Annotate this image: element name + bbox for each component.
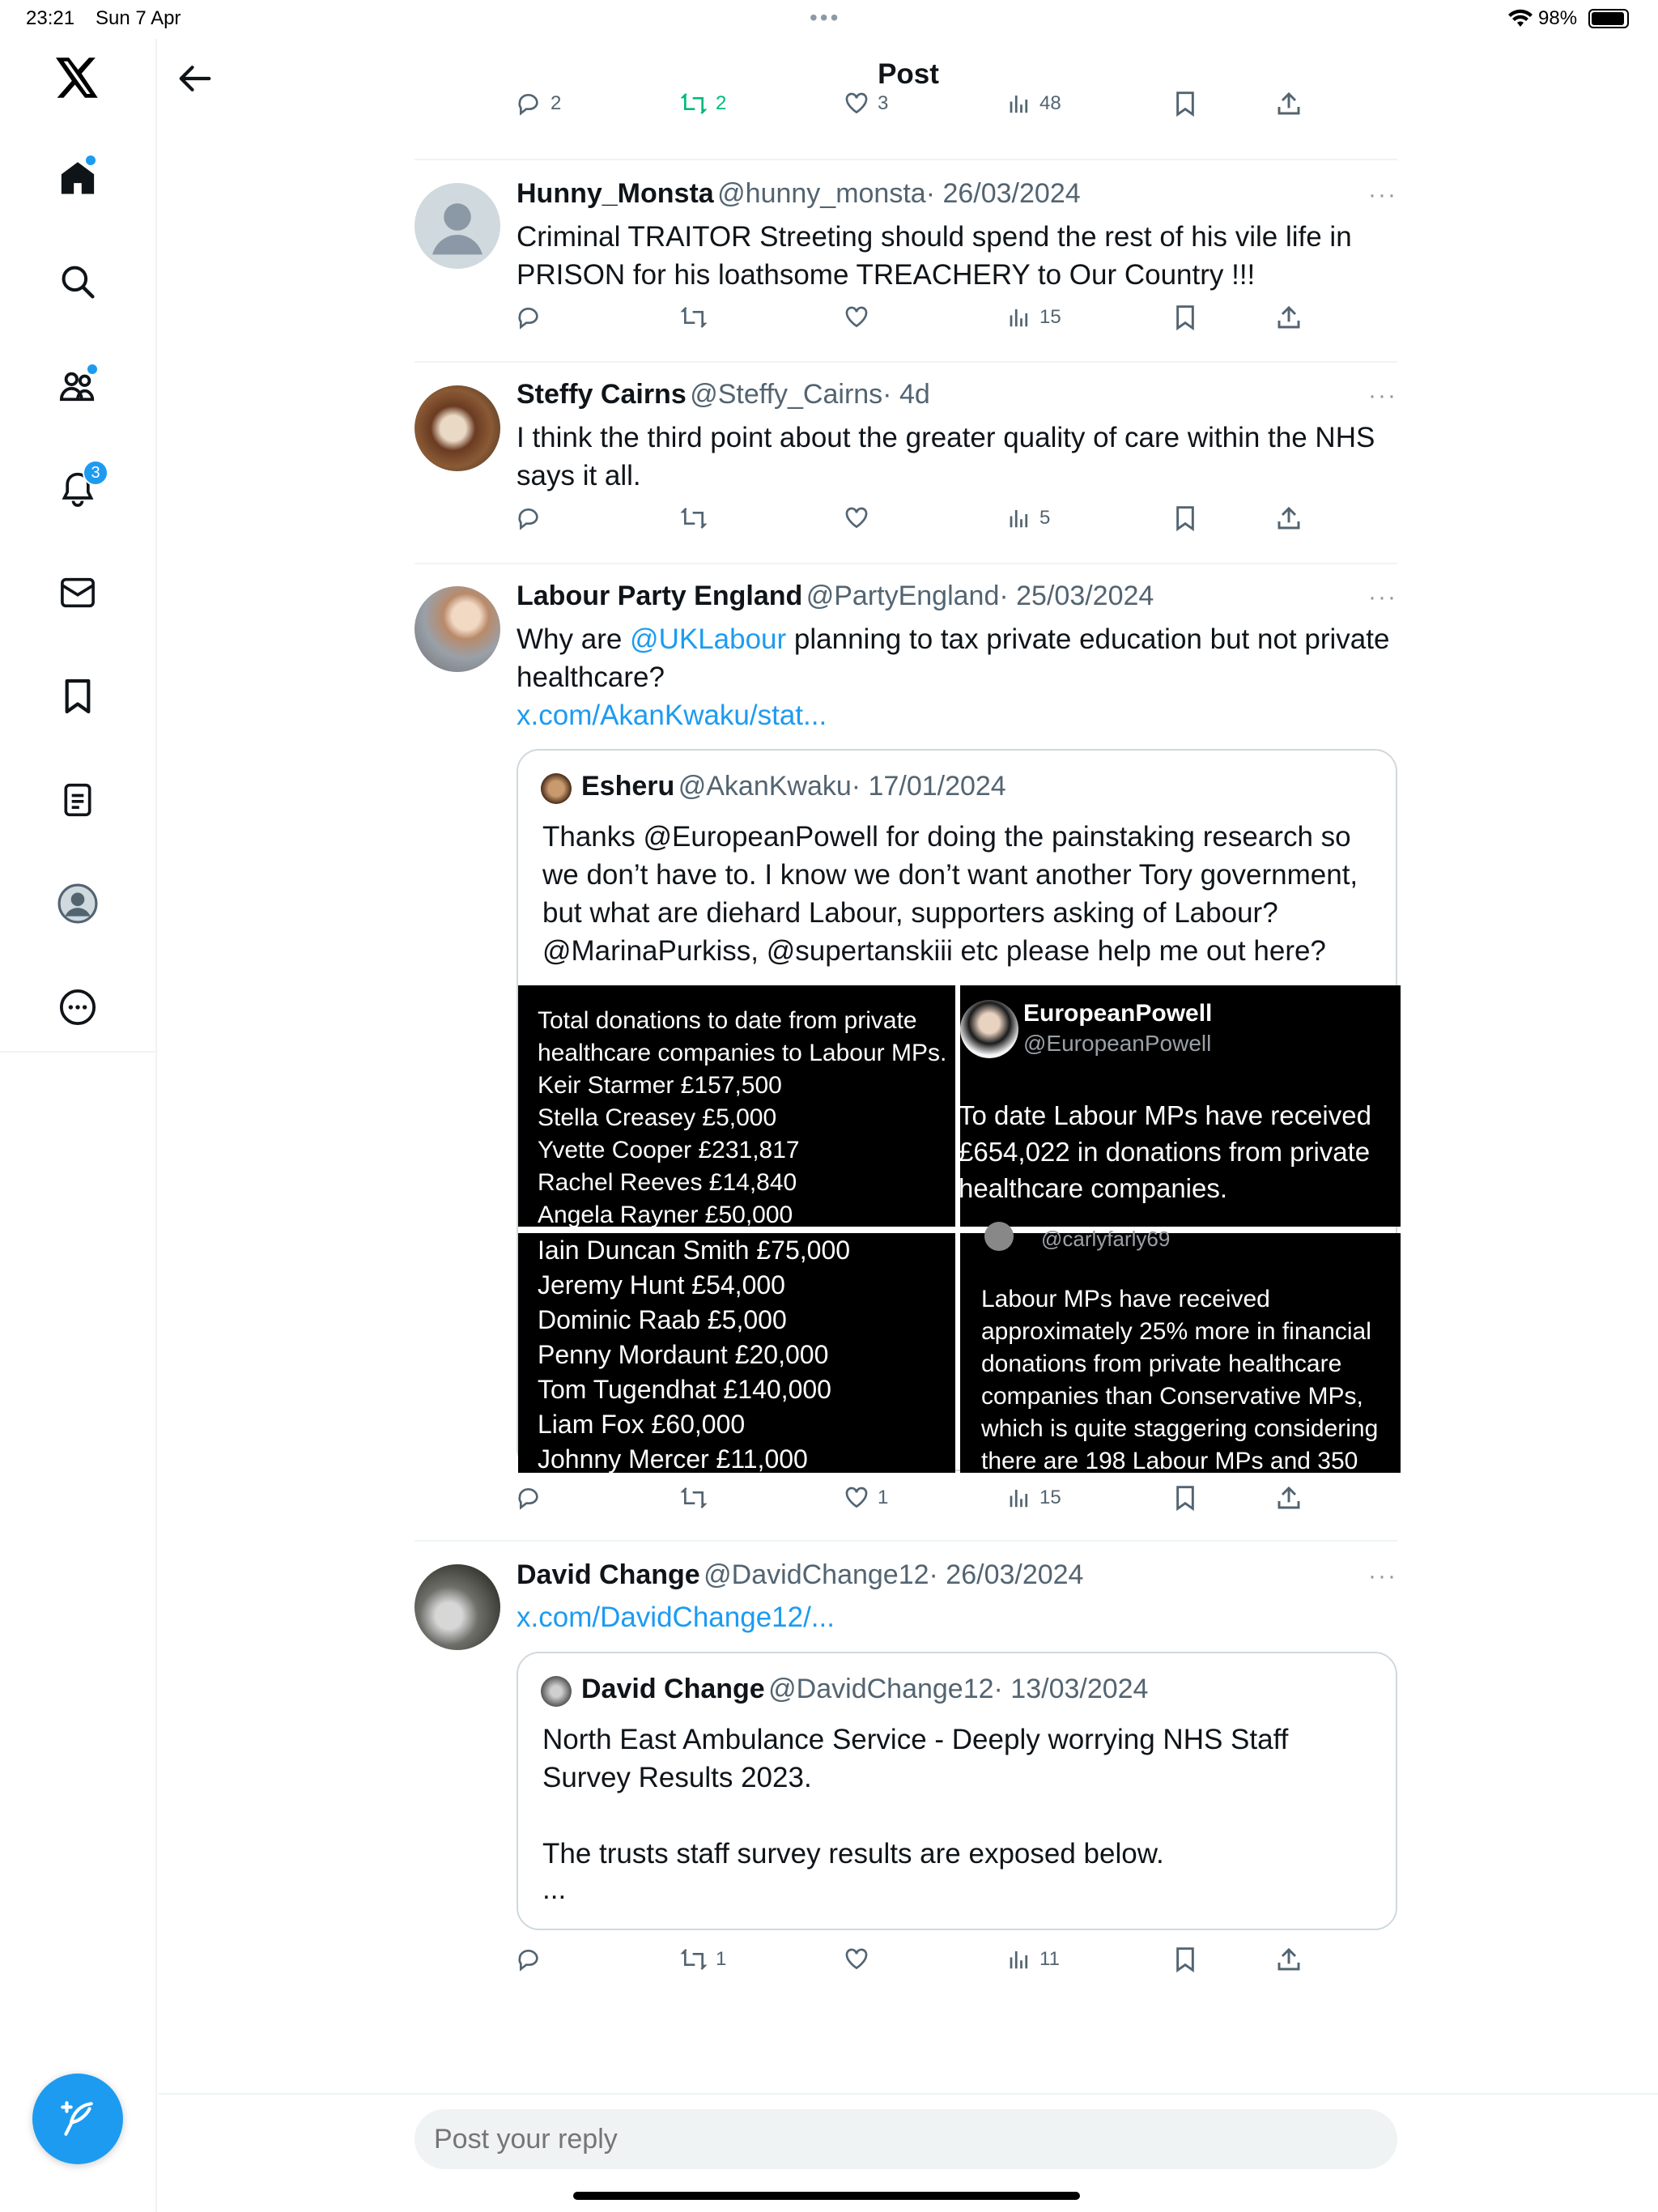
heart-icon[interactable] (844, 91, 869, 117)
x-logo-icon[interactable] (49, 49, 107, 107)
display-name[interactable]: David Change (517, 1559, 700, 1590)
sidebar (0, 39, 157, 2212)
heart-icon[interactable] (844, 505, 869, 531)
media-image[interactable] (518, 1233, 955, 1473)
post-divider (414, 1540, 1397, 1542)
share-icon[interactable] (1276, 1485, 1302, 1511)
media-text-line: £654,022 in donations from private (959, 1137, 1371, 1167)
media-text-line: approximately 25% more in financial (981, 1318, 1371, 1345)
user-handle[interactable]: @PartyEngland (806, 581, 1000, 611)
avatar[interactable] (414, 1564, 500, 1650)
media-text-line: Stella Creasey £5,000 (538, 1104, 777, 1131)
media-text-line: Johnny Mercer £11,000 (538, 1444, 808, 1474)
quote-display-name: David Change (581, 1674, 765, 1704)
post-actions (517, 505, 1326, 541)
views-icon[interactable] (1007, 1946, 1031, 1972)
post-link[interactable]: x.com/DavidChange12/... (517, 1602, 835, 1633)
previous-post-actions (517, 92, 1326, 131)
views-count: 5 (1039, 507, 1051, 529)
mention-link[interactable]: @UKLabour (630, 623, 787, 655)
bookmark-icon[interactable] (1174, 304, 1197, 330)
status-time: 23:21 (26, 7, 75, 29)
media-handle: @carlyfarly69 (1041, 1227, 1171, 1251)
share-icon[interactable] (1276, 91, 1302, 117)
media-text-line: healthcare companies. (959, 1173, 1228, 1203)
sidebar-item-notifications[interactable] (49, 460, 107, 518)
post-text: Criminal TRAITOR Streeting should spend the rest of his vile life in PRISON for his loathsome TREACHERY to Our Country !!! (517, 221, 1352, 291)
post-divider (414, 159, 1397, 160)
repost-icon[interactable] (680, 505, 708, 531)
views-icon[interactable] (1007, 91, 1031, 117)
post-date[interactable]: · 26/03/2024 (925, 178, 1081, 209)
post-meta (517, 581, 1154, 612)
display-name[interactable]: Steffy Cairns (517, 379, 687, 410)
avatar[interactable] (414, 183, 500, 269)
repost-count: 1 (716, 1948, 727, 1970)
quote-handle: @DavidChange12 (768, 1674, 994, 1704)
quoted-post[interactable] (517, 749, 1397, 1474)
views-count: 15 (1039, 306, 1061, 328)
battery-icon (1588, 9, 1629, 28)
media-text-line: healthcare companies to Labour MPs. (538, 1040, 947, 1066)
media-image-text (981, 1283, 1378, 1478)
post-divider (414, 361, 1397, 363)
sidebar-item-profile[interactable] (49, 874, 107, 933)
post-actions (517, 304, 1326, 340)
status-date: Sun 7 Apr (96, 7, 181, 29)
sidebar-item-messages[interactable] (49, 564, 107, 622)
like-count: 1 (878, 1487, 889, 1508)
media-text-line: Liam Fox £60,000 (538, 1410, 746, 1439)
sidebar-item-bookmarks[interactable] (49, 667, 107, 725)
mail-icon (60, 576, 96, 609)
post-text: I think the third point about the greater quality of care within the NHS says it all. (517, 422, 1375, 491)
quote-text: Thanks @EuropeanPowell for doing the painstaking research so we don’t have to. I know we don’t want another Tory government, but what are diehard Labour, supporters asking of Labour? @MarinaPurkiss, @supertanskiii etc please help me out here? (542, 821, 1358, 967)
status-bar (0, 0, 1658, 39)
media-text-line: To date Labour MPs have received (959, 1100, 1371, 1130)
like-count: 3 (878, 92, 889, 114)
bookmark-icon[interactable] (1174, 505, 1197, 531)
default-avatar-icon (414, 183, 500, 269)
media-text-line: donations from private healthcare (981, 1351, 1342, 1377)
media-avatar (984, 1222, 1014, 1251)
home-indicator (573, 2192, 1080, 2200)
reply-icon[interactable] (517, 505, 542, 531)
views-count: 48 (1039, 92, 1061, 114)
quote-ellipsis: ... (542, 1874, 567, 1905)
media-name: EuropeanPowell (1023, 1000, 1213, 1027)
media-text-line: Rachel Reeves £14,840 (538, 1169, 797, 1196)
media-text-line: Keir Starmer £157,500 (538, 1072, 782, 1099)
media-text-line: Labour MPs have received (981, 1286, 1270, 1312)
battery-percent: 98% (1538, 7, 1578, 29)
quote-avatar (541, 773, 572, 804)
heart-icon[interactable] (844, 304, 869, 330)
more-icon (59, 989, 96, 1026)
repost-icon[interactable] (680, 1946, 708, 1972)
reply-icon[interactable] (517, 91, 542, 117)
media-text-line: which is quite staggering considering (981, 1415, 1379, 1442)
more-options-icon[interactable]: ··· (1368, 584, 1397, 610)
sidebar-item-lists[interactable] (49, 771, 107, 829)
sidebar-item-home[interactable] (49, 149, 107, 207)
bookmark-icon[interactable] (1174, 1946, 1197, 1972)
post-date[interactable]: · 25/03/2024 (999, 581, 1154, 611)
share-icon[interactable] (1276, 505, 1302, 531)
post-text (517, 620, 1391, 696)
bookmark-icon[interactable] (1174, 1485, 1197, 1511)
share-icon[interactable] (1276, 304, 1302, 330)
quoted-post[interactable] (517, 1652, 1397, 1930)
media-text-line: Penny Mordaunt £20,000 (538, 1340, 829, 1369)
display-name[interactable]: Labour Party England (517, 581, 803, 611)
more-options-icon[interactable]: ··· (1368, 382, 1397, 409)
quote-text: North East Ambulance Service - Deeply worrying NHS Staff Survey Results 2023. (542, 1724, 1289, 1793)
quote-meta (581, 1674, 1148, 1705)
feather-plus-icon (57, 2099, 98, 2139)
sidebar-item-communities[interactable] (49, 356, 107, 415)
avatar[interactable] (414, 586, 500, 672)
media-image-text (538, 1233, 850, 1477)
sidebar-item-explore[interactable] (49, 253, 107, 311)
media-text-line: companies than Conservative MPs, (981, 1383, 1363, 1410)
repost-icon[interactable] (680, 91, 708, 117)
heart-icon[interactable] (844, 1485, 869, 1511)
repost-icon[interactable] (680, 1485, 708, 1511)
compose-button[interactable] (32, 2074, 123, 2164)
media-image-text (959, 1097, 1371, 1206)
reply-icon[interactable] (517, 1485, 542, 1511)
quote-date: · 13/03/2024 (993, 1674, 1149, 1704)
post-actions (517, 1946, 1326, 1982)
views-icon[interactable] (1007, 1485, 1031, 1511)
quote-handle: @AkanKwaku (678, 771, 852, 802)
media-text-line: Iain Duncan Smith £75,000 (538, 1236, 851, 1265)
quote-meta (581, 771, 1006, 802)
home-unread-dot (86, 155, 96, 165)
bookmark-icon (62, 678, 93, 715)
post-meta (517, 178, 1081, 210)
reply-bar (159, 2093, 1658, 2212)
media-handle: @EuropeanPowell (1023, 1031, 1212, 1056)
user-handle[interactable]: @DavidChange12 (704, 1559, 929, 1590)
post-date[interactable]: · 26/03/2024 (929, 1559, 1084, 1590)
reply-count: 2 (551, 92, 562, 114)
list-icon (62, 782, 94, 818)
media-text-line: there are 198 Labour MPs and 350 (981, 1448, 1358, 1474)
reply-icon[interactable] (517, 304, 542, 330)
more-options-icon[interactable]: ··· (1368, 1563, 1397, 1589)
quote-display-name: Esheru (581, 771, 675, 802)
media-image[interactable] (518, 985, 955, 1227)
reply-input[interactable] (414, 2109, 1397, 2169)
media-text-line: Angela Rayner £50,000 (538, 1202, 793, 1228)
notifications-badge: 3 (83, 460, 108, 486)
sidebar-item-more[interactable] (49, 978, 107, 1036)
multitask-dots-icon[interactable]: ••• (810, 5, 841, 30)
media-text-line: Yvette Cooper £231,817 (538, 1137, 800, 1163)
views-icon[interactable] (1007, 505, 1031, 531)
profile-icon (57, 883, 98, 924)
search-icon (60, 264, 96, 300)
heart-icon[interactable] (844, 1946, 869, 1972)
views-icon[interactable] (1007, 304, 1031, 330)
media-text-line: Dominic Raab £5,000 (538, 1305, 787, 1334)
media-text-line: Tom Tugendhat £140,000 (538, 1375, 831, 1404)
post-link[interactable]: x.com/AkanKwaku/stat... (517, 700, 827, 731)
media-text-line: Jeremy Hunt £54,000 (538, 1270, 785, 1300)
wifi-icon (1507, 9, 1533, 28)
repost-icon[interactable] (680, 304, 708, 330)
sidebar-divider (0, 1051, 157, 1053)
repost-count: 2 (716, 92, 727, 114)
post-meta (517, 379, 930, 410)
post-actions (517, 1485, 1326, 1521)
reply-icon[interactable] (517, 1946, 542, 1972)
display-name[interactable]: Hunny_Monsta (517, 178, 714, 209)
post-text-end: planning to tax private education but not private healthcare? (517, 623, 1390, 693)
post-text-start: Why are (517, 623, 631, 655)
media-avatar (960, 1000, 1018, 1058)
quote-text: The trusts staff survey results are exposed below. (542, 1838, 1164, 1870)
quote-avatar (541, 1676, 572, 1707)
avatar[interactable] (414, 385, 500, 471)
user-handle[interactable]: @hunny_monsta (717, 178, 926, 209)
post-meta (517, 1559, 1083, 1591)
quote-date: · 17/01/2024 (851, 771, 1006, 802)
page-title: Post (878, 58, 939, 90)
more-options-icon[interactable]: ··· (1368, 181, 1397, 208)
post-date[interactable]: · 4d (882, 379, 930, 410)
views-count: 11 (1039, 1948, 1060, 1970)
post-divider (414, 563, 1397, 564)
communities-unread-dot (87, 364, 97, 374)
media-image[interactable] (960, 985, 1401, 1227)
bookmark-icon[interactable] (1174, 91, 1197, 117)
user-handle[interactable]: @Steffy_Cairns (690, 379, 883, 410)
media-text-line: Total donations to date from private (538, 1007, 917, 1034)
media-image-text (538, 1005, 946, 1231)
media-image[interactable] (960, 1227, 1401, 1474)
views-count: 15 (1039, 1487, 1061, 1508)
share-icon[interactable] (1276, 1946, 1302, 1972)
